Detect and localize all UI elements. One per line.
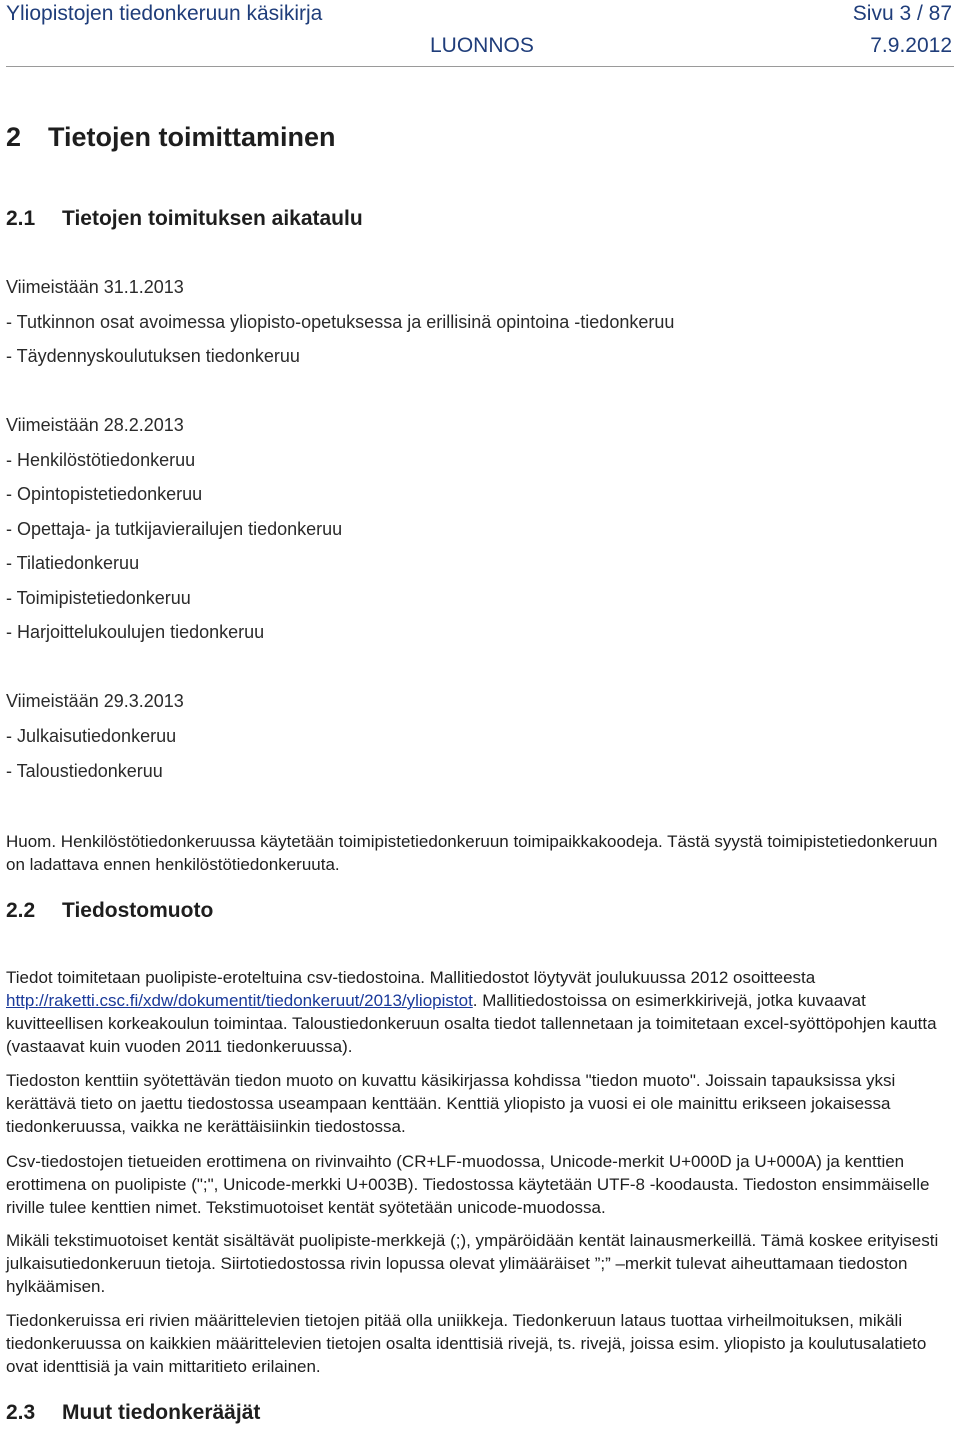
list-item: - Julkaisutiedonkeruu	[6, 726, 177, 746]
format-paragraph-2: Tiedoston kenttiin syötettävän tiedon muoto on kuvattu käsikirjassa kohdissa "tiedon muoto". Joissain tapauksissa yksi kerättävä tieto on jaettu tiedostossa useampaan kenttään. Kenttiä yliopisto ja vuosi ei ole mainittu erikseen jokaisessa tiedonkeruussa, vaikka ne kerättäisiinkin tiedostossa.	[6, 1071, 896, 1136]
note-paragraph: Huom. Henkilöstötiedonkeruussa käytetään toimipistetiedonkeruun toimipaikkakoodeja. Tästä syystä toimipistetiedonkeruun on ladattava ennen henkilöstötiedonkeruuta.	[6, 832, 938, 874]
list-item: - Toimipistetiedonkeruu	[6, 588, 191, 608]
list-item: - Harjoittelukoulujen tiedonkeruu	[6, 622, 265, 642]
format-paragraph-4: Mikäli tekstimuotoiset kentät sisältävät puolipiste-merkkejä (;), ympäröidään kentät lainausmerkeillä. Tämä koskee erityisesti julkaisutiedonkeruun tietoja. Siirtotiedostossa rivin lopussa olevat ylimääräiset ”;” –merkit tulevat aiheuttamaan tiedoston hylkäämisen.	[6, 1231, 939, 1296]
paragraph-text: . Mallitiedostoissa on esimerkkirivejä, jotka kuvaavat kuvitteellisen korkeakoulun toimintaa. Taloustiedonkeruun osalta tiedot tallennetaan ja toimitetaan excel-syöttöpohjen kautta (vastaavat kuin vuoden 2011 tiedonkeruussa).	[6, 991, 937, 1056]
format-paragraph-5: Tiedonkeruissa eri rivien määrittelevien tietojen pitää olla uniikkeja. Tiedonkeruun lataus tuottaa virheilmoituksen, mikäli tiedonkeruussa on kaikkien määrittelevien tietojen osalta identtisiä rivejä, ts. rivejä, joissa esim. yliopisto ja koulutusalatieto ovat identtisiä ja vain mittaritieto erilainen.	[6, 1311, 927, 1376]
format-paragraph-1	[6, 966, 956, 1058]
deadline-heading: Viimeistään 29.3.2013	[6, 691, 184, 711]
chapter-title: Tietojen toimittaminen	[48, 122, 336, 152]
section-title: Tietojen toimituksen aikataulu	[62, 207, 363, 230]
section-heading-2-2	[6, 899, 213, 923]
section-heading-2-3	[6, 1401, 260, 1425]
chapter-number: 2	[6, 122, 22, 152]
list-item: - Taloustiedonkeruu	[6, 761, 163, 781]
page-number: Sivu 3 / 87	[852, 2, 952, 25]
section-number: 2.3	[6, 1401, 36, 1424]
draft-label: LUONNOS	[430, 34, 534, 57]
chapter-heading	[6, 122, 336, 153]
document-date: 7.9.2012	[870, 34, 952, 57]
templates-link[interactable]: http://raketti.csc.fi/xdw/dokumentit/tiedonkeruut/2013/yliopistot	[6, 991, 473, 1010]
document-title: Yliopistojen tiedonkeruun käsikirja	[6, 2, 323, 25]
list-item: - Opintopistetiedonkeruu	[6, 484, 203, 504]
list-item: - Henkilöstötiedonkeruu	[6, 450, 196, 470]
list-item: - Tilatiedonkeruu	[6, 553, 140, 573]
list-item: - Täydennyskoulutuksen tiedonkeruu	[6, 346, 300, 366]
deadline-heading: Viimeistään 31.1.2013	[6, 277, 184, 297]
deadline-heading: Viimeistään 28.2.2013	[6, 415, 184, 435]
header-divider	[6, 66, 954, 67]
section-number: 2.1	[6, 207, 36, 230]
section-number: 2.2	[6, 899, 36, 922]
section-title: Muut tiedonkerääjät	[62, 1401, 261, 1424]
list-item: - Tutkinnon osat avoimessa yliopisto-opetuksessa ja erillisinä opintoina -tiedonkeruu	[6, 312, 675, 332]
list-item: - Opettaja- ja tutkijavierailujen tiedonkeruu	[6, 519, 343, 539]
page-header	[6, 2, 952, 32]
page-subheader	[430, 34, 952, 62]
paragraph-text: Tiedot toimitetaan puolipiste-eroteltuina csv-tiedostoina. Mallitiedostot löytyvät joulukuussa 2012 osoitteesta	[6, 968, 816, 987]
section-heading-2-1	[6, 207, 363, 231]
format-paragraph-3: Csv-tiedostojen tietueiden erottimena on rivinvaihto (CR+LF-muodossa, Unicode-merkit U+000D ja U+000A) ja kenttien erottimena on puolipiste (";", Unicode-merkki U+003B). Tiedostossa käytetään UTF-8 -koodausta. Tiedoston ensimmäiselle riville tulee kenttien nimet. Tekstimuotoiset kentät syötetään unicode-muodossa.	[6, 1152, 930, 1217]
section-title: Tiedostomuoto	[62, 899, 214, 922]
